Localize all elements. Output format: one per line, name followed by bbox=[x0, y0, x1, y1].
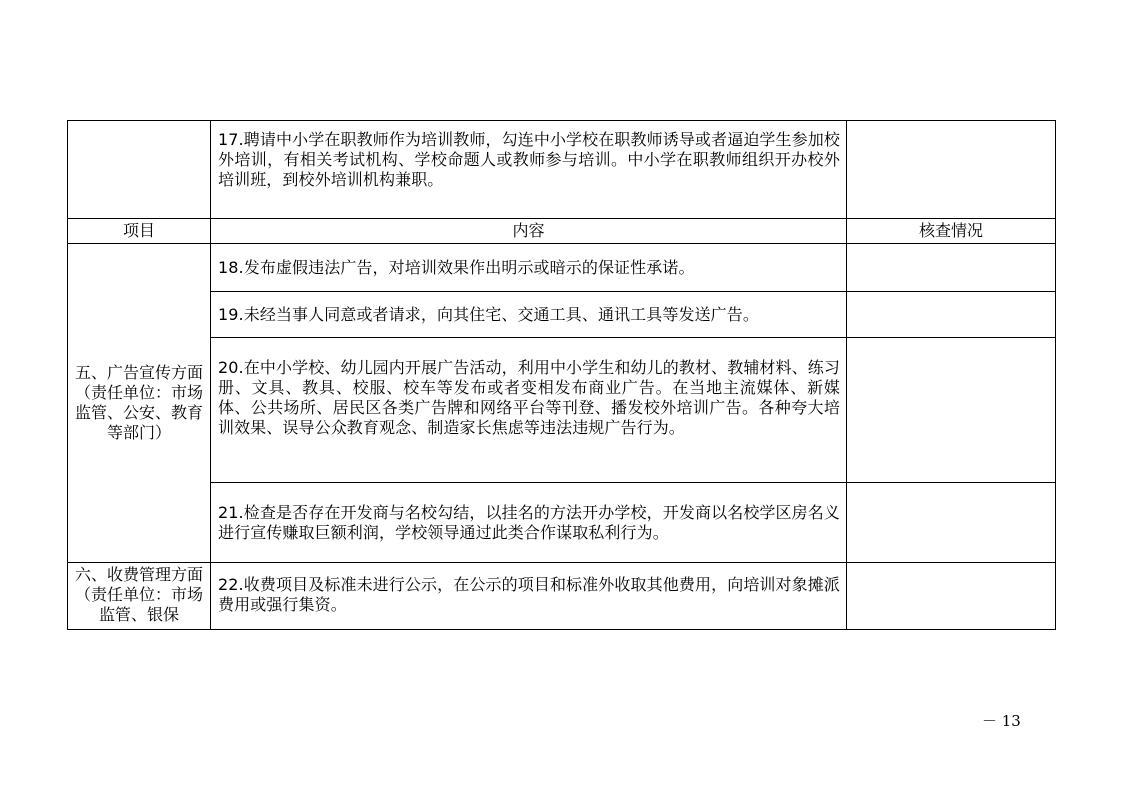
header-status: 核查情况 bbox=[847, 219, 1056, 244]
content-cell bbox=[211, 121, 847, 219]
content-cell bbox=[211, 292, 847, 338]
table-row bbox=[68, 563, 1056, 630]
project-label: 五、广告宣传方面（责任单位：市场监管、公安、教育等部门） bbox=[74, 363, 203, 442]
header-project: 项目 bbox=[68, 219, 211, 244]
inspection-table bbox=[67, 120, 1056, 630]
status-cell[interactable] bbox=[847, 292, 1056, 338]
content-text: 22.收费项目及标准未进行公示，在公示的项目和标准外收取其他费用，向培训对象摊派费用或强行集资。 bbox=[218, 575, 840, 614]
table-row bbox=[68, 292, 1056, 338]
content-text: 17.聘请中小学在职教师作为培训教师，勾连中小学校在职教师诱导或者逼迫学生参加校外培训，有相关考试机构、学校命题人或教师参与培训。中小学在职教师组织开办校外培训班，到校外培训机构兼职。 bbox=[218, 130, 840, 189]
status-cell[interactable] bbox=[847, 121, 1056, 219]
table-row bbox=[68, 483, 1056, 563]
status-cell[interactable] bbox=[847, 244, 1056, 292]
page-number: － 13 bbox=[982, 712, 1021, 730]
project-cell-ad bbox=[68, 244, 211, 563]
header-content: 内容 bbox=[211, 219, 847, 244]
project-cell-fee bbox=[68, 563, 211, 630]
project-label: 六、收费管理方面（责任单位：市场监管、银保 bbox=[74, 565, 203, 624]
status-cell[interactable] bbox=[847, 483, 1056, 563]
table-row bbox=[68, 121, 1056, 219]
content-cell bbox=[211, 483, 847, 563]
content-text: 20.在中小学校、幼儿园内开展广告活动，利用中小学生和幼儿的教材、教辅材料、练习册、文具、教具、校服、校车等发布或者变相发布商业广告。在当地主流媒体、新媒体、公共场所、居民区各类广告牌和网络平台等刊登、播发校外培训广告。各种夸大培训效果、误导公众教育观念、制造家长焦虑等违法违规广告行为。 bbox=[218, 358, 840, 437]
content-cell bbox=[211, 563, 847, 630]
status-cell[interactable] bbox=[847, 338, 1056, 483]
content-text: 18.发布虚假违法广告，对培训效果作出明示或暗示的保证性承诺。 bbox=[218, 258, 695, 277]
status-cell[interactable] bbox=[847, 563, 1056, 630]
content-text: 19.未经当事人同意或者请求，向其住宅、交通工具、通讯工具等发送广告。 bbox=[218, 304, 759, 324]
content-cell bbox=[211, 244, 847, 292]
table-row bbox=[68, 244, 1056, 292]
table-row bbox=[68, 338, 1056, 483]
content-text: 21.检查是否存在开发商与名校勾结，以挂名的方法开办学校，开发商以名校学区房名义进行宣传赚取巨额利润，学校领导通过此类合作谋取私利行为。 bbox=[218, 503, 840, 542]
content-cell bbox=[211, 338, 847, 483]
table-header-row bbox=[68, 219, 1056, 244]
project-cell-empty bbox=[68, 121, 211, 219]
